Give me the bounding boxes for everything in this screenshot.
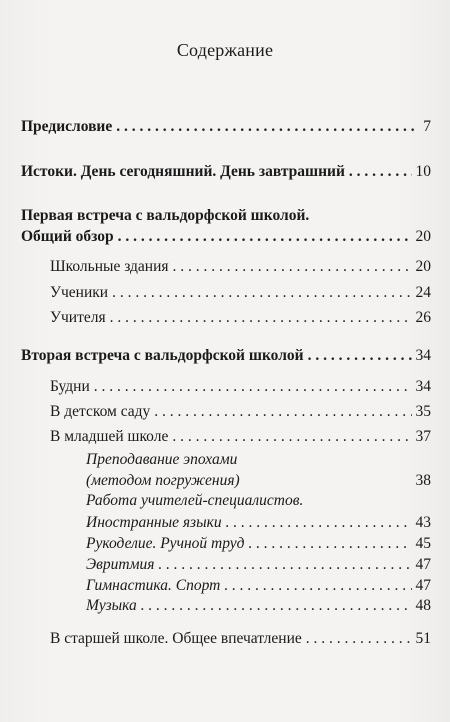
toc-entry-label: Школьные здания xyxy=(50,258,169,275)
toc-entry-buildings xyxy=(50,258,431,276)
toc-entry-label: (методом погружения) xyxy=(86,472,240,489)
dot-leader xyxy=(112,284,411,302)
toc-entry-languages xyxy=(86,514,431,532)
dot-leader xyxy=(116,118,419,136)
toc-page-number: 38 xyxy=(415,472,431,489)
toc-entry-label: Гимнастика. Спорт xyxy=(86,577,221,594)
toc-page-number: 47 xyxy=(415,577,431,594)
toc-entry-students xyxy=(50,284,431,302)
toc-entry-epochs-line1: Преподавание эпохами xyxy=(86,451,238,468)
toc-entry-label: Общий обзор xyxy=(21,228,114,245)
toc-entry-weekdays xyxy=(50,378,431,396)
toc-entry-label: Предисловие xyxy=(21,118,113,135)
toc-page-number: 47 xyxy=(415,556,431,573)
toc-page-number: 45 xyxy=(415,535,431,552)
toc-entry-label: Ученики xyxy=(50,284,109,301)
dot-leader xyxy=(118,228,412,246)
dot-leader xyxy=(141,597,412,615)
page-title: Содержание xyxy=(176,40,274,60)
toc-entry-first-meeting xyxy=(21,228,431,246)
toc-entry-label: Эвритмия xyxy=(86,556,155,573)
toc-entry-junior-school xyxy=(50,428,431,446)
dot-leader xyxy=(173,258,412,276)
toc-page-number: 48 xyxy=(415,597,431,614)
toc-page-number: 7 xyxy=(423,118,431,135)
toc-entry-label: В младшей школе xyxy=(50,428,169,445)
toc-page-number: 43 xyxy=(415,514,431,531)
toc-entry-first-meeting-line1: Первая встреча с вальдорфской школой. xyxy=(21,207,310,224)
toc-entry-eurythmy xyxy=(86,556,431,574)
toc-page-number: 20 xyxy=(415,258,431,275)
toc-entry-origins xyxy=(21,163,431,181)
toc-entry-specialists: Работа учителей-специалистов. xyxy=(86,492,304,509)
toc-entry-teachers xyxy=(50,309,431,327)
toc-entry-senior-school xyxy=(50,630,431,648)
toc-page-number: 20 xyxy=(415,228,431,245)
toc-page-number: 34 xyxy=(415,378,431,395)
toc-page-number: 37 xyxy=(415,428,431,445)
toc-entry-label: Вторая встреча с вальдорфской школой xyxy=(21,347,304,364)
toc-entry-preface xyxy=(21,118,431,136)
toc-entry-epochs xyxy=(86,472,431,490)
toc-entry-label: В детском саду xyxy=(50,403,151,420)
dot-leader xyxy=(110,309,412,327)
dot-leader xyxy=(94,378,412,396)
toc-entry-second-meeting xyxy=(21,347,431,365)
dot-leader xyxy=(306,630,412,648)
dot-leader xyxy=(226,514,412,532)
toc-entry-kindergarten xyxy=(50,403,431,421)
toc-entry-label: Иностранные языки xyxy=(86,514,222,531)
dot-leader xyxy=(224,577,411,595)
dot-leader xyxy=(158,556,411,574)
toc-entry-music xyxy=(86,597,431,615)
toc-page-number: 51 xyxy=(415,630,431,647)
toc-page-number: 10 xyxy=(415,163,431,180)
toc-page-number: 35 xyxy=(415,403,431,420)
toc-page-number: 26 xyxy=(415,309,431,326)
toc-entry-label: Рукоделие. Ручной труд xyxy=(86,535,245,552)
dot-leader xyxy=(349,163,412,181)
dot-leader xyxy=(172,428,411,446)
toc-entry-label: Истоки. День сегодняшний. День завтрашний xyxy=(21,163,345,180)
toc-page-number: 24 xyxy=(415,284,431,301)
toc-entry-label: Учителя xyxy=(50,309,106,326)
toc-page-number: 34 xyxy=(415,347,431,364)
dot-leader xyxy=(154,403,411,421)
dot-leader xyxy=(248,535,411,553)
dot-leader xyxy=(308,347,412,365)
toc-entry-gymnastics xyxy=(86,577,431,595)
toc-entry-label: Музыка xyxy=(86,597,137,614)
toc-entry-handicraft xyxy=(86,535,431,553)
toc-entry-label: В старшей школе. Общее впечатление xyxy=(50,630,302,647)
toc-entry-label: Будни xyxy=(50,378,90,395)
